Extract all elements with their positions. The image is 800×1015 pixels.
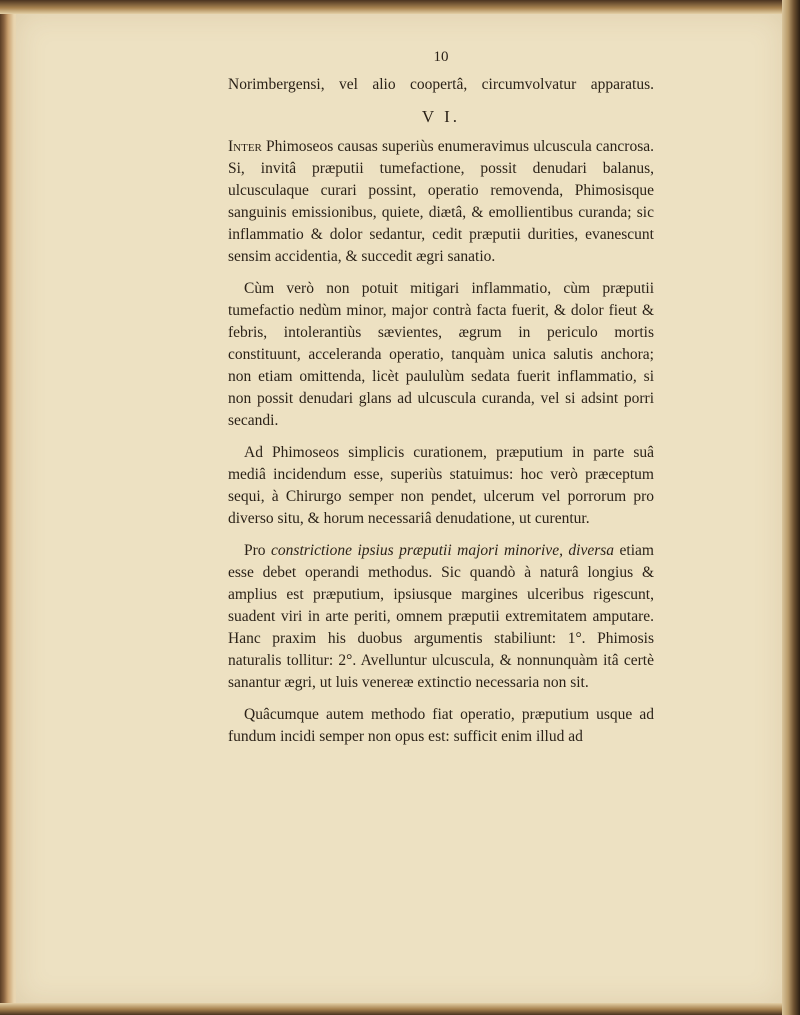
text-block	[228, 48, 654, 748]
paragraph-3: Ad Phimoseos simplicis curationem, præputium in parte suâ mediâ incidendum esse, superiùs statuimus: hoc verò præceptum sequi, à Chirurgo semper non pendet, ulcerum vel porrorum pro diverso situ, & horum necessariâ denudatione, ut curentur.	[228, 444, 654, 527]
paragraph-2: Cùm verò non potuit mitigari inflammatio, cùm præputii tumefactio nedùm minor, major contrà facta fuerit, & dolor fieut & febris, intolerantiùs sævientes, ægrum in periculo mortis constituunt, acceleranda operatio, tanquàm unica salutis anchora; non etiam omittenda, licèt paululùm sedata fuerit inflammatio, si non possit denudari glans ad ulcuscula curanda, vel si adsint porri secandi.	[228, 280, 654, 429]
page-top-edge	[0, 0, 800, 14]
running-line: Norimbergensi, vel alio coopertâ, circumvolvatur apparatus.	[228, 76, 654, 93]
section-heading: V I.	[421, 107, 461, 126]
page-right-edge	[782, 0, 800, 1015]
paragraph-1-text: Phimoseos causas superiùs enumeravimus ulcuscula cancrosa. Si, invitâ præputii tumefactione, possit denudari balanus, ulcusculaque curari possint, operatio removenda, Phimosisque sanguinis emissionibus, quiete, diætâ, & emollientibus curanda; sic inflammatio & dolor sedantur, cedit præputii durities, evanescunt sensim accidentia, & succedit ægri sanatio.	[228, 138, 654, 265]
paragraph-4-rest: etiam esse debet operandi methodus. Sic quandò à naturâ longius & amplius est præputium, ipsiusque margines ulceribus rigescunt, suadent viri in arte periti, omnem præputii extremitatem amputare. Hanc praxim his duobus argumentis stabiliunt: 1°. Phimosis naturalis tollitur: 2°. Avelluntur ulcuscula, & nonnunquàm itâ certè sanantur ægri, ut luis venereæ extinctio necessaria non sit.	[228, 542, 654, 691]
page-bottom-edge	[0, 1003, 800, 1015]
paragraph-4-start: Pro	[244, 542, 272, 559]
lead-word: Inter	[228, 138, 262, 155]
paragraph-1	[228, 136, 654, 268]
paragraph-4-italic: constrictione ipsius præputii majori minorive, diversa	[271, 542, 615, 559]
paragraph-4	[228, 540, 654, 694]
page-number: 10	[433, 49, 449, 65]
paragraph-5: Quâcumque autem methodo fiat operatio, præputium usque ad fundum incidi semper non opus est: sufficit enim illud ad	[228, 706, 654, 745]
